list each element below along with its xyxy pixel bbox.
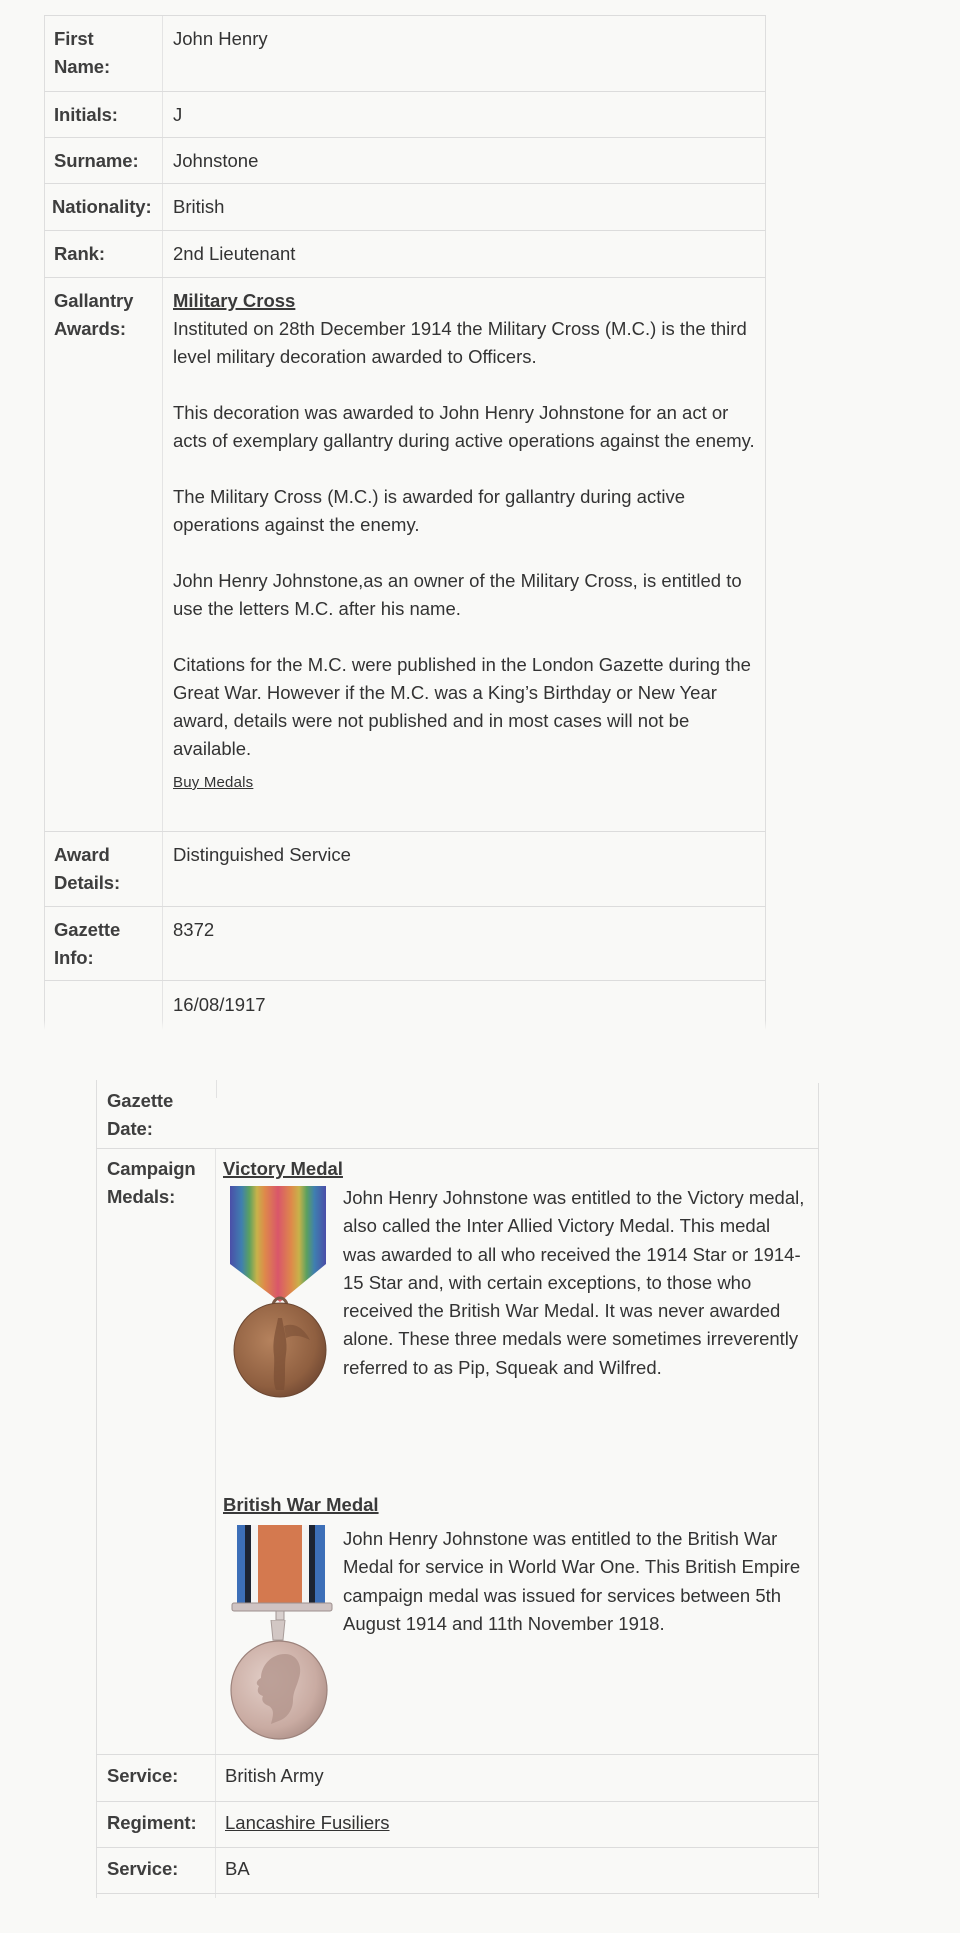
- row-regiment: [96, 1801, 819, 1847]
- soldier-record-table-part1: [44, 15, 766, 1030]
- label-cell: [96, 1755, 216, 1801]
- nationality-label: Nationality:: [52, 196, 152, 217]
- service-code-label: Service:: [107, 1858, 179, 1879]
- award-description-paragraph: Citations for the M.C. were published in the London Gazette during the Great War. However if the M.C. was a King’s Birthday or New Year award, details were not published and in most cases will not be available.: [173, 654, 751, 759]
- row-cut-off: [96, 1893, 819, 1898]
- gazette-info-label: [54, 916, 120, 972]
- value-cell: [163, 138, 766, 183]
- label-cell: [96, 1848, 216, 1893]
- regiment-label: Regiment:: [107, 1812, 197, 1833]
- row-first-name: [44, 15, 766, 91]
- award-details-label: [54, 841, 120, 897]
- label-cell: [96, 1149, 216, 1754]
- award-description-paragraph: This decoration was awarded to John Henry Johnstone for an act or acts of exemplary gallantry during active operations against the enemy.: [173, 402, 755, 451]
- label-line: Gallantry: [54, 290, 134, 311]
- label-line: Details:: [54, 872, 121, 893]
- surname-label: Surname:: [54, 150, 139, 171]
- label-line: Date:: [107, 1118, 153, 1139]
- soldier-record-table-part2: [96, 1080, 819, 1898]
- value-cell: [216, 1083, 819, 1148]
- military-cross-link[interactable]: Military Cross: [173, 290, 296, 311]
- label-cell: [44, 832, 163, 906]
- row-nationality: [44, 183, 766, 230]
- page-break-fade: [42, 1020, 768, 1030]
- british-war-medal-ribbon-icon: [231, 1525, 335, 1620]
- row-campaign-medals: [96, 1148, 819, 1754]
- value-cell: [163, 907, 766, 980]
- row-initials: [44, 91, 766, 137]
- first-name-value: John Henry: [173, 28, 268, 49]
- nationality-value: British: [173, 196, 225, 217]
- first-name-label: [54, 25, 110, 81]
- value-cell: [163, 278, 766, 831]
- initials-label: Initials:: [54, 104, 118, 125]
- label-line: Award: [54, 844, 110, 865]
- gallantry-award-content: [173, 287, 757, 795]
- value-cell: [163, 92, 766, 137]
- regiment-value: [225, 1809, 808, 1837]
- label-cell: [44, 92, 163, 137]
- label-cell: [96, 1894, 216, 1898]
- gazette-date-label: [107, 1087, 173, 1143]
- initials-value: J: [173, 104, 183, 125]
- rank-value: 2nd Lieutenant: [173, 243, 296, 264]
- label-line: Campaign: [107, 1158, 196, 1179]
- value-cell: [163, 832, 766, 906]
- label-cell: [96, 1080, 216, 1148]
- label-line: Awards:: [54, 318, 126, 339]
- rank-label: Rank:: [54, 243, 105, 264]
- award-description-paragraph: The Military Cross (M.C.) is awarded for gallantry during active operations against the enemy.: [173, 486, 685, 535]
- surname-value: Johnstone: [173, 150, 259, 171]
- victory-medal-description: John Henry Johnstone was entitled to the Victory medal, also called the Inter Allied Victory Medal. This medal was awarded to all who received the 1914 Star or 1914-15 Star and, with certain exceptions, to those who received the British War Medal. It was never awarded alone. These three medals were sometimes irreverently referred to as Pip, Squeak and Wilfred.: [343, 1187, 805, 1378]
- row-service: [96, 1754, 819, 1801]
- label-line: First: [54, 28, 94, 49]
- gazette-date-value: 16/08/1917: [173, 994, 266, 1015]
- victory-medal-disc-icon: [232, 1300, 328, 1400]
- label-cell: [44, 907, 163, 980]
- row-gazette-date: [96, 1080, 819, 1148]
- row-gazette-date-value: [44, 980, 766, 1030]
- label-cell: [44, 16, 163, 91]
- service-code-value: BA: [225, 1858, 250, 1879]
- campaign-medals-label: [107, 1155, 196, 1211]
- gallantry-awards-label: [54, 287, 133, 343]
- value-cell: [163, 184, 766, 230]
- label-cell: [44, 278, 163, 831]
- gazette-info-value: 8372: [173, 919, 215, 940]
- row-award-details: [44, 831, 766, 906]
- label-line: Medals:: [107, 1186, 176, 1207]
- british-war-medal-link[interactable]: British War Medal: [223, 1494, 379, 1515]
- row-service-code: [96, 1847, 819, 1893]
- row-gazette-info: [44, 906, 766, 980]
- british-war-medal-description: John Henry Johnstone was entitled to the British War Medal for service in World War One. This British Empire campaign medal was issued for services between 5th August 1914 and 11th November 1918.: [343, 1528, 801, 1634]
- label-cell: [96, 1802, 216, 1847]
- victory-ribbon: [230, 1186, 326, 1302]
- label-line: Gazette: [54, 919, 121, 940]
- value-cell: [163, 231, 766, 277]
- label-cell: [44, 138, 163, 183]
- label-line: Gazette: [107, 1090, 174, 1111]
- label-cell: [44, 184, 163, 230]
- value-cell: [163, 16, 766, 91]
- award-description-paragraph: Instituted on 28th December 1914 the Military Cross (M.C.) is the third level military decoration awarded to Officers.: [173, 318, 747, 367]
- victory-medal-link[interactable]: Victory Medal: [223, 1158, 343, 1179]
- regiment-link[interactable]: Lancashire Fusiliers: [225, 1812, 390, 1833]
- british-war-medal-disc-icon: [227, 1620, 331, 1740]
- label-line: Name:: [54, 56, 111, 77]
- label-cell: [44, 231, 163, 277]
- row-surname: [44, 137, 766, 183]
- buy-medals-link[interactable]: Buy Medals: [173, 774, 254, 791]
- row-gallantry-awards: [44, 277, 766, 831]
- value-cell: [216, 1802, 819, 1847]
- award-details-value: Distinguished Service: [173, 844, 351, 865]
- service-value: British Army: [225, 1765, 324, 1786]
- row-rank: [44, 230, 766, 277]
- label-line: Info:: [54, 947, 94, 968]
- value-cell: [216, 1894, 819, 1898]
- service-label: Service:: [107, 1765, 179, 1786]
- value-cell: [216, 1755, 819, 1801]
- value-cell: [216, 1149, 819, 1754]
- award-description-paragraph: John Henry Johnstone,as an owner of the Military Cross, is entitled to use the letters M.C. after his name.: [173, 570, 742, 619]
- value-cell: [216, 1848, 819, 1893]
